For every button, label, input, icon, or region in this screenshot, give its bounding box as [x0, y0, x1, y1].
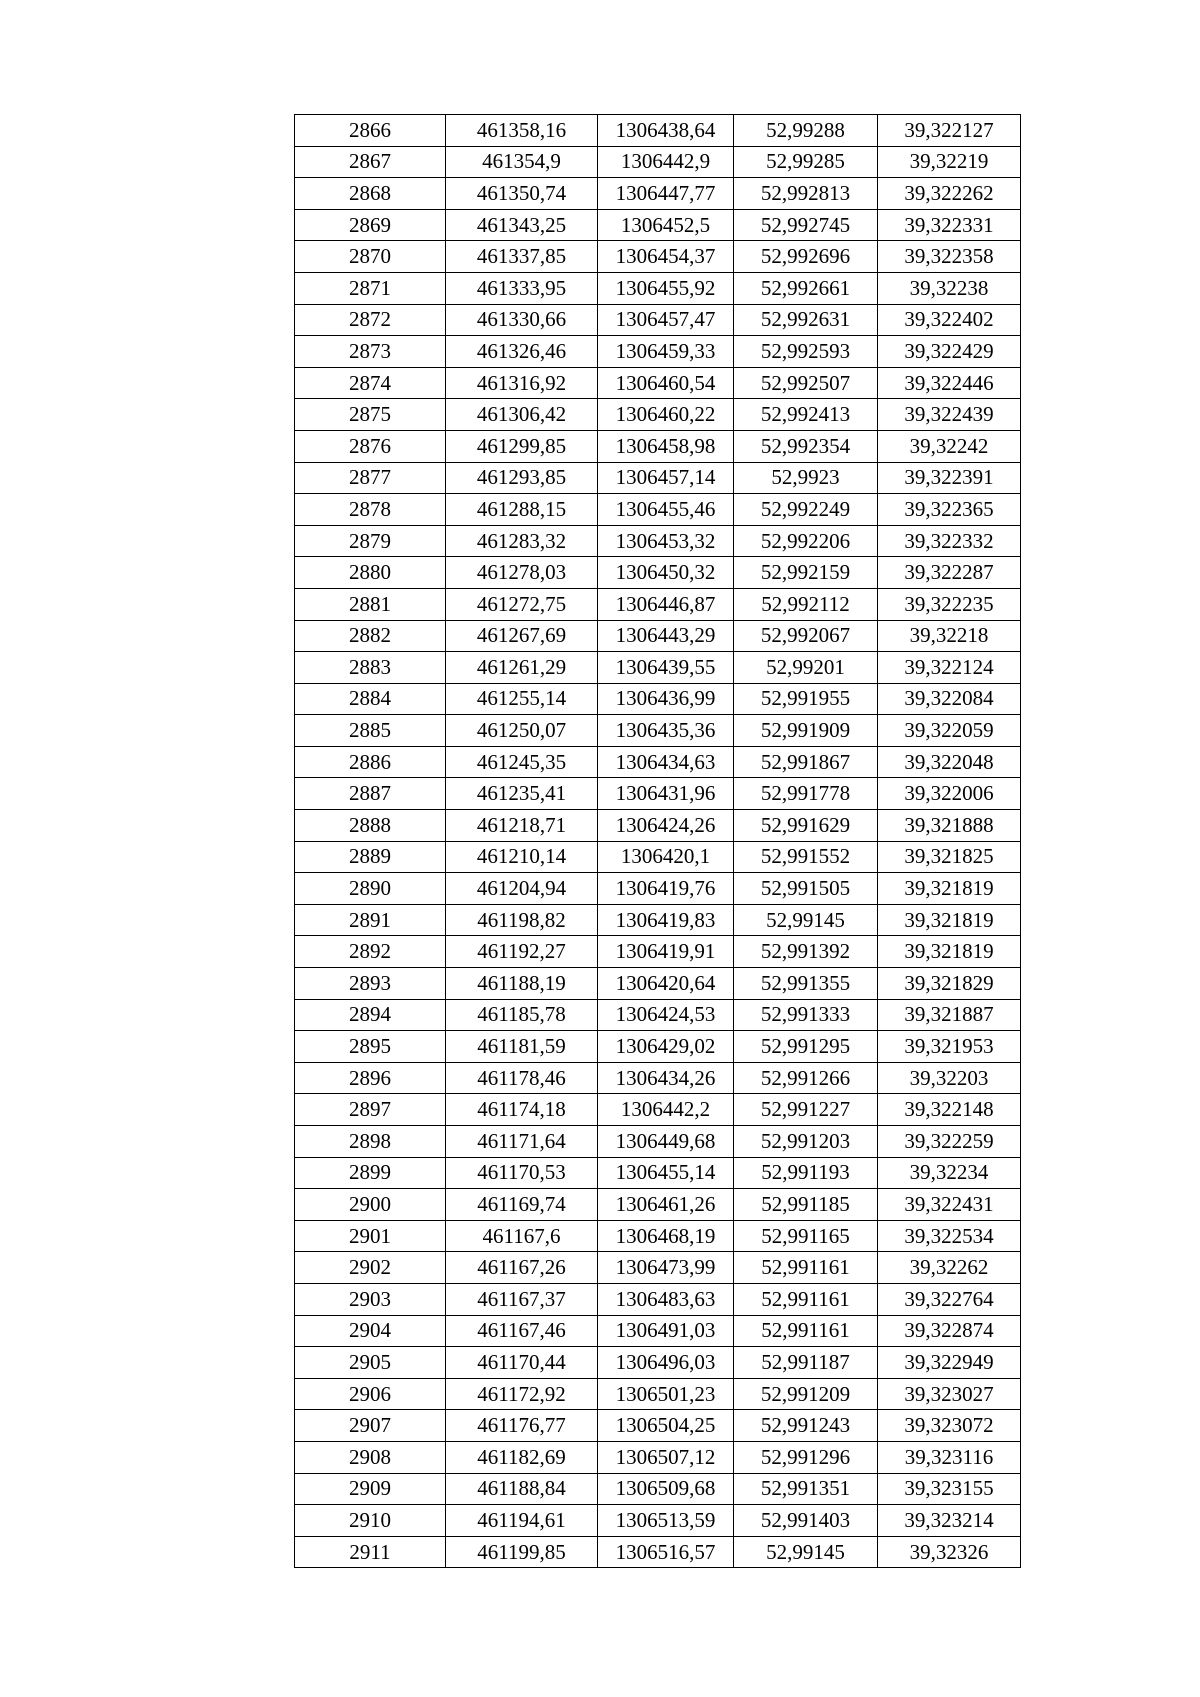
- y-coordinate-cell: 1306459,33: [598, 336, 734, 368]
- point-number-cell: 2895: [295, 1031, 446, 1063]
- y-coordinate-cell: 1306455,14: [598, 1157, 734, 1189]
- longitude-cell: 39,322148: [878, 1094, 1021, 1126]
- longitude-cell: 39,32262: [878, 1252, 1021, 1284]
- y-coordinate-cell: 1306439,55: [598, 652, 734, 684]
- table-row: [295, 746, 1021, 778]
- table-row: [295, 494, 1021, 526]
- x-coordinate-cell: 461194,61: [446, 1505, 598, 1537]
- table-row: [295, 715, 1021, 747]
- point-number-cell: 2875: [295, 399, 446, 431]
- latitude-cell: 52,991955: [734, 683, 878, 715]
- latitude-cell: 52,991209: [734, 1378, 878, 1410]
- y-coordinate-cell: 1306491,03: [598, 1315, 734, 1347]
- point-number-cell: 2906: [295, 1378, 446, 1410]
- latitude-cell: 52,992631: [734, 304, 878, 336]
- table-row: [295, 1315, 1021, 1347]
- x-coordinate-cell: 461192,27: [446, 936, 598, 968]
- table-row: [295, 1347, 1021, 1379]
- table-row: [295, 304, 1021, 336]
- point-number-cell: 2907: [295, 1410, 446, 1442]
- y-coordinate-cell: 1306496,03: [598, 1347, 734, 1379]
- table-row: [295, 178, 1021, 210]
- latitude-cell: 52,99145: [734, 1536, 878, 1568]
- table-row: [295, 399, 1021, 431]
- latitude-cell: 52,991296: [734, 1441, 878, 1473]
- latitude-cell: 52,99285: [734, 146, 878, 178]
- x-coordinate-cell: 461333,95: [446, 272, 598, 304]
- point-number-cell: 2905: [295, 1347, 446, 1379]
- latitude-cell: 52,991266: [734, 1062, 878, 1094]
- y-coordinate-cell: 1306461,26: [598, 1189, 734, 1221]
- x-coordinate-cell: 461204,94: [446, 873, 598, 905]
- y-coordinate-cell: 1306504,25: [598, 1410, 734, 1442]
- latitude-cell: 52,991161: [734, 1252, 878, 1284]
- latitude-cell: 52,992159: [734, 557, 878, 589]
- x-coordinate-cell: 461182,69: [446, 1441, 598, 1473]
- y-coordinate-cell: 1306454,37: [598, 241, 734, 273]
- table-row: [295, 1505, 1021, 1537]
- point-number-cell: 2884: [295, 683, 446, 715]
- longitude-cell: 39,323155: [878, 1473, 1021, 1505]
- x-coordinate-cell: 461171,64: [446, 1126, 598, 1158]
- longitude-cell: 39,322874: [878, 1315, 1021, 1347]
- table-row: [295, 272, 1021, 304]
- y-coordinate-cell: 1306438,64: [598, 115, 734, 147]
- x-coordinate-cell: 461170,53: [446, 1157, 598, 1189]
- longitude-cell: 39,322048: [878, 746, 1021, 778]
- y-coordinate-cell: 1306449,68: [598, 1126, 734, 1158]
- table-row: [295, 1252, 1021, 1284]
- longitude-cell: 39,322084: [878, 683, 1021, 715]
- longitude-cell: 39,322391: [878, 462, 1021, 494]
- table-row: [295, 241, 1021, 273]
- point-number-cell: 2888: [295, 810, 446, 842]
- coordinates-table-body: [295, 115, 1021, 1568]
- point-number-cell: 2891: [295, 904, 446, 936]
- latitude-cell: 52,992507: [734, 367, 878, 399]
- x-coordinate-cell: 461354,9: [446, 146, 598, 178]
- longitude-cell: 39,322358: [878, 241, 1021, 273]
- x-coordinate-cell: 461299,85: [446, 430, 598, 462]
- latitude-cell: 52,991351: [734, 1473, 878, 1505]
- longitude-cell: 39,323027: [878, 1378, 1021, 1410]
- latitude-cell: 52,99201: [734, 652, 878, 684]
- table-row: [295, 778, 1021, 810]
- x-coordinate-cell: 461181,59: [446, 1031, 598, 1063]
- point-number-cell: 2898: [295, 1126, 446, 1158]
- x-coordinate-cell: 461330,66: [446, 304, 598, 336]
- table-row: [295, 1378, 1021, 1410]
- latitude-cell: 52,991403: [734, 1505, 878, 1537]
- point-number-cell: 2881: [295, 588, 446, 620]
- table-row: [295, 1220, 1021, 1252]
- point-number-cell: 2878: [295, 494, 446, 526]
- y-coordinate-cell: 1306507,12: [598, 1441, 734, 1473]
- table-row: [295, 810, 1021, 842]
- point-number-cell: 2879: [295, 525, 446, 557]
- point-number-cell: 2904: [295, 1315, 446, 1347]
- table-row: [295, 873, 1021, 905]
- table-row: [295, 999, 1021, 1031]
- y-coordinate-cell: 1306473,99: [598, 1252, 734, 1284]
- longitude-cell: 39,32234: [878, 1157, 1021, 1189]
- longitude-cell: 39,322127: [878, 115, 1021, 147]
- y-coordinate-cell: 1306420,1: [598, 841, 734, 873]
- y-coordinate-cell: 1306429,02: [598, 1031, 734, 1063]
- y-coordinate-cell: 1306436,99: [598, 683, 734, 715]
- x-coordinate-cell: 461185,78: [446, 999, 598, 1031]
- x-coordinate-cell: 461167,6: [446, 1220, 598, 1252]
- x-coordinate-cell: 461272,75: [446, 588, 598, 620]
- latitude-cell: 52,99145: [734, 904, 878, 936]
- table-row: [295, 209, 1021, 241]
- table-row: [295, 525, 1021, 557]
- longitude-cell: 39,321888: [878, 810, 1021, 842]
- x-coordinate-cell: 461288,15: [446, 494, 598, 526]
- y-coordinate-cell: 1306516,57: [598, 1536, 734, 1568]
- table-row: [295, 841, 1021, 873]
- point-number-cell: 2883: [295, 652, 446, 684]
- point-number-cell: 2867: [295, 146, 446, 178]
- longitude-cell: 39,322431: [878, 1189, 1021, 1221]
- x-coordinate-cell: 461169,74: [446, 1189, 598, 1221]
- longitude-cell: 39,321887: [878, 999, 1021, 1031]
- x-coordinate-cell: 461167,37: [446, 1283, 598, 1315]
- x-coordinate-cell: 461235,41: [446, 778, 598, 810]
- y-coordinate-cell: 1306455,92: [598, 272, 734, 304]
- latitude-cell: 52,991203: [734, 1126, 878, 1158]
- longitude-cell: 39,321819: [878, 873, 1021, 905]
- y-coordinate-cell: 1306420,64: [598, 968, 734, 1000]
- x-coordinate-cell: 461218,71: [446, 810, 598, 842]
- latitude-cell: 52,991185: [734, 1189, 878, 1221]
- point-number-cell: 2911: [295, 1536, 446, 1568]
- x-coordinate-cell: 461316,92: [446, 367, 598, 399]
- y-coordinate-cell: 1306509,68: [598, 1473, 734, 1505]
- latitude-cell: 52,991165: [734, 1220, 878, 1252]
- point-number-cell: 2889: [295, 841, 446, 873]
- y-coordinate-cell: 1306450,32: [598, 557, 734, 589]
- point-number-cell: 2870: [295, 241, 446, 273]
- point-number-cell: 2885: [295, 715, 446, 747]
- y-coordinate-cell: 1306434,63: [598, 746, 734, 778]
- x-coordinate-cell: 461306,42: [446, 399, 598, 431]
- latitude-cell: 52,992413: [734, 399, 878, 431]
- y-coordinate-cell: 1306468,19: [598, 1220, 734, 1252]
- longitude-cell: 39,322006: [878, 778, 1021, 810]
- y-coordinate-cell: 1306457,14: [598, 462, 734, 494]
- y-coordinate-cell: 1306424,53: [598, 999, 734, 1031]
- x-coordinate-cell: 461178,46: [446, 1062, 598, 1094]
- x-coordinate-cell: 461293,85: [446, 462, 598, 494]
- y-coordinate-cell: 1306442,9: [598, 146, 734, 178]
- x-coordinate-cell: 461176,77: [446, 1410, 598, 1442]
- point-number-cell: 2880: [295, 557, 446, 589]
- point-number-cell: 2902: [295, 1252, 446, 1284]
- latitude-cell: 52,991355: [734, 968, 878, 1000]
- x-coordinate-cell: 461188,19: [446, 968, 598, 1000]
- table-row: [295, 1094, 1021, 1126]
- latitude-cell: 52,991552: [734, 841, 878, 873]
- x-coordinate-cell: 461337,85: [446, 241, 598, 273]
- table-row: [295, 904, 1021, 936]
- latitude-cell: 52,991909: [734, 715, 878, 747]
- longitude-cell: 39,323214: [878, 1505, 1021, 1537]
- latitude-cell: 52,991505: [734, 873, 878, 905]
- coordinates-table: [294, 114, 1021, 1568]
- x-coordinate-cell: 461198,82: [446, 904, 598, 936]
- x-coordinate-cell: 461170,44: [446, 1347, 598, 1379]
- latitude-cell: 52,992661: [734, 272, 878, 304]
- point-number-cell: 2868: [295, 178, 446, 210]
- x-coordinate-cell: 461278,03: [446, 557, 598, 589]
- latitude-cell: 52,991867: [734, 746, 878, 778]
- latitude-cell: 52,991333: [734, 999, 878, 1031]
- longitude-cell: 39,322365: [878, 494, 1021, 526]
- longitude-cell: 39,321829: [878, 968, 1021, 1000]
- table-row: [295, 336, 1021, 368]
- longitude-cell: 39,32219: [878, 146, 1021, 178]
- longitude-cell: 39,32203: [878, 1062, 1021, 1094]
- table-row: [295, 968, 1021, 1000]
- point-number-cell: 2900: [295, 1189, 446, 1221]
- longitude-cell: 39,322446: [878, 367, 1021, 399]
- longitude-cell: 39,322949: [878, 1347, 1021, 1379]
- y-coordinate-cell: 1306434,26: [598, 1062, 734, 1094]
- point-number-cell: 2908: [295, 1441, 446, 1473]
- y-coordinate-cell: 1306424,26: [598, 810, 734, 842]
- point-number-cell: 2893: [295, 968, 446, 1000]
- x-coordinate-cell: 461210,14: [446, 841, 598, 873]
- longitude-cell: 39,322534: [878, 1220, 1021, 1252]
- y-coordinate-cell: 1306460,22: [598, 399, 734, 431]
- x-coordinate-cell: 461167,26: [446, 1252, 598, 1284]
- latitude-cell: 52,991243: [734, 1410, 878, 1442]
- latitude-cell: 52,991295: [734, 1031, 878, 1063]
- table-row: [295, 1031, 1021, 1063]
- x-coordinate-cell: 461283,32: [446, 525, 598, 557]
- y-coordinate-cell: 1306452,5: [598, 209, 734, 241]
- table-row: [295, 1473, 1021, 1505]
- latitude-cell: 52,992813: [734, 178, 878, 210]
- point-number-cell: 2897: [295, 1094, 446, 1126]
- latitude-cell: 52,991778: [734, 778, 878, 810]
- table-row: [295, 588, 1021, 620]
- x-coordinate-cell: 461350,74: [446, 178, 598, 210]
- y-coordinate-cell: 1306460,54: [598, 367, 734, 399]
- point-number-cell: 2901: [295, 1220, 446, 1252]
- table-row: [295, 620, 1021, 652]
- y-coordinate-cell: 1306443,29: [598, 620, 734, 652]
- latitude-cell: 52,992696: [734, 241, 878, 273]
- latitude-cell: 52,991161: [734, 1283, 878, 1315]
- x-coordinate-cell: 461172,92: [446, 1378, 598, 1410]
- latitude-cell: 52,992354: [734, 430, 878, 462]
- longitude-cell: 39,322429: [878, 336, 1021, 368]
- latitude-cell: 52,991187: [734, 1347, 878, 1379]
- latitude-cell: 52,992112: [734, 588, 878, 620]
- point-number-cell: 2866: [295, 115, 446, 147]
- longitude-cell: 39,322402: [878, 304, 1021, 336]
- point-number-cell: 2869: [295, 209, 446, 241]
- latitude-cell: 52,991193: [734, 1157, 878, 1189]
- x-coordinate-cell: 461255,14: [446, 683, 598, 715]
- table-row: [295, 1283, 1021, 1315]
- longitude-cell: 39,322124: [878, 652, 1021, 684]
- x-coordinate-cell: 461267,69: [446, 620, 598, 652]
- x-coordinate-cell: 461174,18: [446, 1094, 598, 1126]
- table-row: [295, 115, 1021, 147]
- y-coordinate-cell: 1306483,63: [598, 1283, 734, 1315]
- table-row: [295, 1536, 1021, 1568]
- longitude-cell: 39,322331: [878, 209, 1021, 241]
- latitude-cell: 52,992067: [734, 620, 878, 652]
- latitude-cell: 52,991629: [734, 810, 878, 842]
- point-number-cell: 2899: [295, 1157, 446, 1189]
- point-number-cell: 2887: [295, 778, 446, 810]
- latitude-cell: 52,992249: [734, 494, 878, 526]
- point-number-cell: 2894: [295, 999, 446, 1031]
- point-number-cell: 2877: [295, 462, 446, 494]
- table-row: [295, 1410, 1021, 1442]
- longitude-cell: 39,32242: [878, 430, 1021, 462]
- table-row: [295, 462, 1021, 494]
- table-row: [295, 683, 1021, 715]
- point-number-cell: 2874: [295, 367, 446, 399]
- y-coordinate-cell: 1306457,47: [598, 304, 734, 336]
- y-coordinate-cell: 1306513,59: [598, 1505, 734, 1537]
- point-number-cell: 2896: [295, 1062, 446, 1094]
- latitude-cell: 52,991161: [734, 1315, 878, 1347]
- point-number-cell: 2882: [295, 620, 446, 652]
- table-row: [295, 367, 1021, 399]
- point-number-cell: 2903: [295, 1283, 446, 1315]
- x-coordinate-cell: 461167,46: [446, 1315, 598, 1347]
- latitude-cell: 52,99288: [734, 115, 878, 147]
- table-row: [295, 1062, 1021, 1094]
- y-coordinate-cell: 1306419,76: [598, 873, 734, 905]
- point-number-cell: 2890: [295, 873, 446, 905]
- point-number-cell: 2909: [295, 1473, 446, 1505]
- y-coordinate-cell: 1306453,32: [598, 525, 734, 557]
- table-row: [295, 1189, 1021, 1221]
- latitude-cell: 52,992593: [734, 336, 878, 368]
- x-coordinate-cell: 461199,85: [446, 1536, 598, 1568]
- point-number-cell: 2886: [295, 746, 446, 778]
- point-number-cell: 2872: [295, 304, 446, 336]
- table-row: [295, 1126, 1021, 1158]
- latitude-cell: 52,991227: [734, 1094, 878, 1126]
- longitude-cell: 39,322439: [878, 399, 1021, 431]
- x-coordinate-cell: 461188,84: [446, 1473, 598, 1505]
- table-row: [295, 146, 1021, 178]
- x-coordinate-cell: 461358,16: [446, 115, 598, 147]
- y-coordinate-cell: 1306431,96: [598, 778, 734, 810]
- latitude-cell: 52,992206: [734, 525, 878, 557]
- longitude-cell: 39,321819: [878, 904, 1021, 936]
- x-coordinate-cell: 461343,25: [446, 209, 598, 241]
- table-row: [295, 652, 1021, 684]
- latitude-cell: 52,9923: [734, 462, 878, 494]
- longitude-cell: 39,32238: [878, 272, 1021, 304]
- point-number-cell: 2892: [295, 936, 446, 968]
- longitude-cell: 39,321825: [878, 841, 1021, 873]
- longitude-cell: 39,322262: [878, 178, 1021, 210]
- longitude-cell: 39,323116: [878, 1441, 1021, 1473]
- longitude-cell: 39,321819: [878, 936, 1021, 968]
- longitude-cell: 39,322764: [878, 1283, 1021, 1315]
- longitude-cell: 39,323072: [878, 1410, 1021, 1442]
- longitude-cell: 39,32218: [878, 620, 1021, 652]
- y-coordinate-cell: 1306419,91: [598, 936, 734, 968]
- x-coordinate-cell: 461245,35: [446, 746, 598, 778]
- y-coordinate-cell: 1306419,83: [598, 904, 734, 936]
- latitude-cell: 52,991392: [734, 936, 878, 968]
- point-number-cell: 2910: [295, 1505, 446, 1537]
- point-number-cell: 2873: [295, 336, 446, 368]
- x-coordinate-cell: 461326,46: [446, 336, 598, 368]
- latitude-cell: 52,992745: [734, 209, 878, 241]
- y-coordinate-cell: 1306435,36: [598, 715, 734, 747]
- y-coordinate-cell: 1306442,2: [598, 1094, 734, 1126]
- table-row: [295, 1157, 1021, 1189]
- point-number-cell: 2876: [295, 430, 446, 462]
- table-row: [295, 557, 1021, 589]
- x-coordinate-cell: 461250,07: [446, 715, 598, 747]
- longitude-cell: 39,322287: [878, 557, 1021, 589]
- y-coordinate-cell: 1306501,23: [598, 1378, 734, 1410]
- table-row: [295, 1441, 1021, 1473]
- y-coordinate-cell: 1306447,77: [598, 178, 734, 210]
- longitude-cell: 39,32326: [878, 1536, 1021, 1568]
- y-coordinate-cell: 1306458,98: [598, 430, 734, 462]
- longitude-cell: 39,322332: [878, 525, 1021, 557]
- longitude-cell: 39,322059: [878, 715, 1021, 747]
- y-coordinate-cell: 1306455,46: [598, 494, 734, 526]
- longitude-cell: 39,322235: [878, 588, 1021, 620]
- x-coordinate-cell: 461261,29: [446, 652, 598, 684]
- table-row: [295, 430, 1021, 462]
- point-number-cell: 2871: [295, 272, 446, 304]
- table-row: [295, 936, 1021, 968]
- longitude-cell: 39,322259: [878, 1126, 1021, 1158]
- longitude-cell: 39,321953: [878, 1031, 1021, 1063]
- y-coordinate-cell: 1306446,87: [598, 588, 734, 620]
